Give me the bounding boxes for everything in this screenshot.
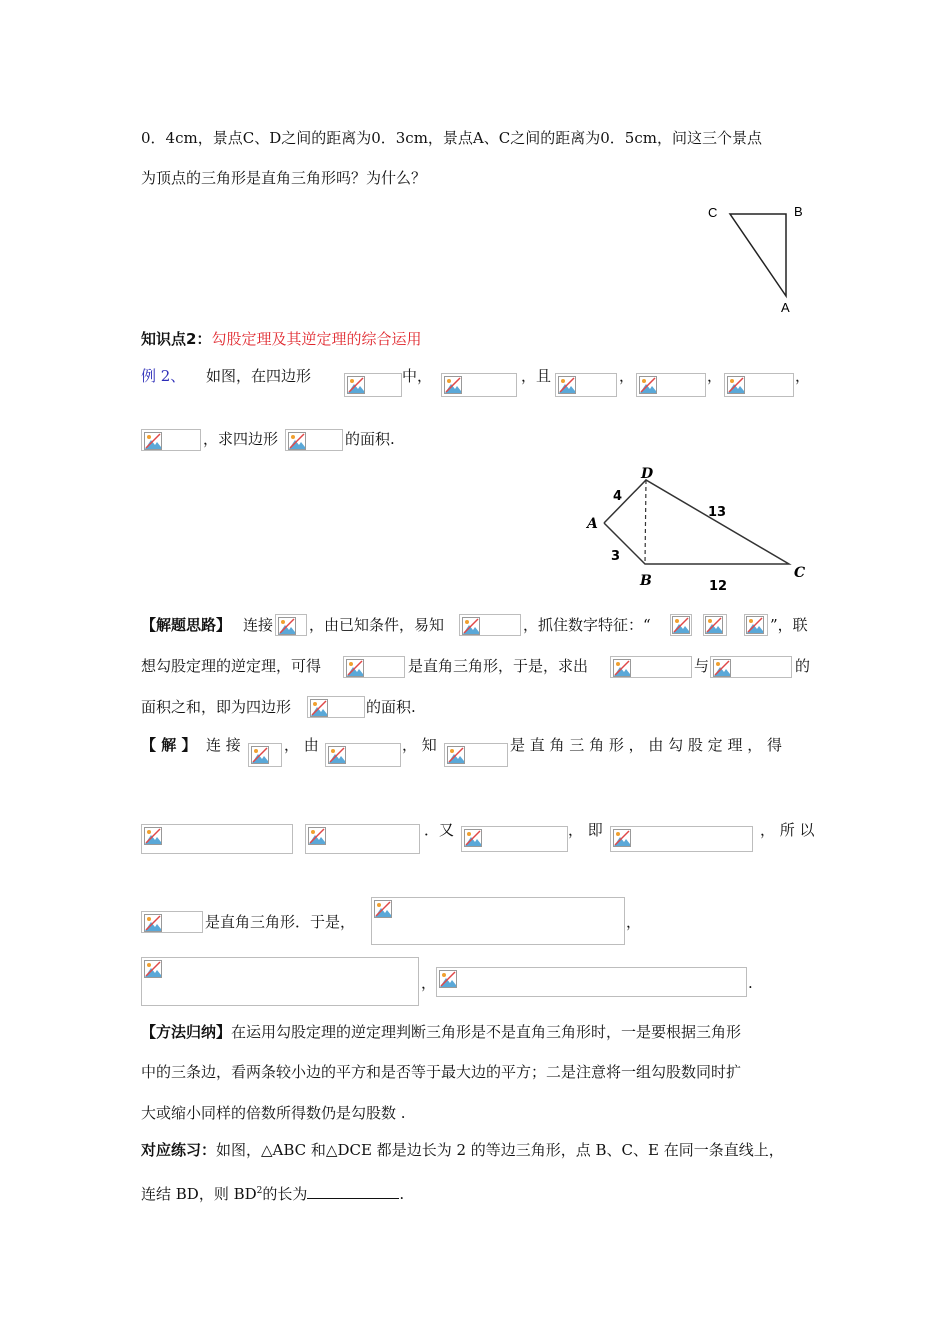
solution-text-6: ， 即 <box>568 821 603 839</box>
method-line-3: 大或缩小同样的倍数所得数仍是勾股数 . <box>141 1104 406 1122</box>
broken-image-icon <box>278 617 296 635</box>
broken-image-icon <box>639 376 657 394</box>
practice-text-1: 如图，△ABC 和△DCE 都是边长为 2 的等边三角形，点 B、C、E 在同一条直线上， <box>216 1141 784 1159</box>
formula-image <box>141 429 201 451</box>
method-line-1 <box>141 1022 741 1042</box>
broken-image-icon <box>444 376 462 394</box>
solution-text-7: ， 所 以 <box>760 821 815 839</box>
broken-image-icon <box>439 970 457 988</box>
example-text-4: ，求四边形 <box>203 430 279 448</box>
label-d: D <box>641 466 654 482</box>
problem1-line2: 为顶点的三角形是直角三角形吗？为什么？ <box>141 169 427 187</box>
formula-image <box>248 743 282 767</box>
broken-image-icon <box>288 432 306 450</box>
broken-image-icon <box>144 432 162 450</box>
formula-image <box>610 656 692 678</box>
solution-text-5: ．又 <box>424 821 455 839</box>
broken-image-icon <box>613 659 631 677</box>
practice-sup: 2 <box>256 1186 263 1196</box>
solution-label: 【 解 】 <box>141 736 197 754</box>
thinking-text-1: 连接 <box>243 616 274 634</box>
solution-text-2: ， 由 <box>284 736 319 754</box>
length-dc: 13 <box>708 505 727 520</box>
formula-image <box>636 373 706 397</box>
knowledge-title: 勾股定理及其逆定理的综合运用 <box>211 330 422 348</box>
formula-image <box>703 614 727 636</box>
broken-image-icon <box>310 699 328 717</box>
broken-image-icon <box>713 659 731 677</box>
thinking-text-4: ”，联 <box>770 616 808 634</box>
label-b: B <box>794 204 803 219</box>
solution-text-10: ， <box>421 974 437 992</box>
triangle-figure <box>700 198 810 318</box>
formula-image <box>307 696 365 718</box>
example-text-3: ，且 <box>521 367 552 385</box>
solution-text-1: 连 接 <box>206 736 241 754</box>
formula-image <box>141 824 293 854</box>
quadrilateral-figure <box>582 460 812 595</box>
practice-line-1 <box>141 1140 784 1160</box>
broken-image-icon <box>727 376 745 394</box>
label-a: A <box>781 300 790 315</box>
broken-image-icon <box>462 617 480 635</box>
example-text-1: 如图，在四边形 <box>206 367 312 385</box>
knowledge-heading <box>141 329 421 349</box>
broken-image-icon <box>144 914 162 932</box>
broken-image-icon <box>374 900 392 918</box>
example-label: 例 2、 <box>141 367 186 385</box>
solution-text-3: ， 知 <box>402 736 437 754</box>
solution-text-11: . <box>748 974 753 992</box>
answer-blank[interactable] <box>307 1184 399 1199</box>
broken-image-icon <box>613 829 631 847</box>
broken-image-icon <box>558 376 576 394</box>
formula-image <box>325 743 401 767</box>
method-line-2: 中的三条边，看两条较小边的平方和是否等于最大边的平方；二是注意将一组勾股数同时扩 <box>141 1063 742 1081</box>
example-comma-3: ， <box>795 367 811 385</box>
formula-image <box>744 614 768 636</box>
formula-image <box>670 614 692 636</box>
method-label: 【方法归纳】 <box>141 1023 232 1041</box>
label-c: C <box>794 565 806 581</box>
thinking-text-8: 的 <box>795 657 811 675</box>
formula-image <box>710 656 792 678</box>
example-text-5: 的面积. <box>345 430 395 448</box>
thinking-text-3: ，抓住数字特征：“ <box>523 616 651 634</box>
thinking-text-7: 与 <box>694 657 710 675</box>
thinking-text-10: 的面积. <box>366 698 416 716</box>
formula-image <box>610 826 753 852</box>
solution-text-8: 是直角三角形．于是， <box>205 913 356 931</box>
formula-image <box>444 743 508 767</box>
thinking-text-2: ，由已知条件，易知 <box>309 616 445 634</box>
broken-image-icon <box>308 827 326 845</box>
broken-image-icon <box>347 376 365 394</box>
formula-image <box>141 911 203 933</box>
example-comma-2: ， <box>707 367 723 385</box>
formula-image <box>459 614 521 636</box>
formula-image <box>441 373 517 397</box>
formula-image <box>305 824 420 854</box>
formula-image <box>371 897 625 945</box>
label-b: B <box>640 573 652 589</box>
formula-image <box>724 373 794 397</box>
triangle-shape <box>730 214 786 296</box>
broken-image-icon <box>144 960 162 978</box>
formula-image <box>555 373 617 397</box>
example-text-2: 中， <box>402 367 433 385</box>
practice-end: . <box>399 1185 405 1203</box>
problem1-line1: 0．4cm，景点C、D之间的距离为0．3cm，景点A、C之间的距离为0．5cm，问这三个景点 <box>141 129 762 147</box>
length-ab: 3 <box>611 549 621 564</box>
broken-image-icon <box>464 829 482 847</box>
label-a: A <box>587 516 598 532</box>
label-c: C <box>708 205 718 220</box>
practice-label: 对应练习： <box>141 1141 217 1159</box>
practice-text-2b: 的长为 <box>262 1185 308 1203</box>
method-text-1: 在运用勾股定理的逆定理判断三角形是不是直角三角形时，一是要根据三角形 <box>231 1023 742 1041</box>
broken-image-icon <box>746 616 764 634</box>
knowledge-label: 知识点2： <box>141 330 212 348</box>
broken-image-icon <box>346 659 364 677</box>
practice-line-2 <box>141 1181 404 1204</box>
thinking-text-6: 是直角三角形，于是，求出 <box>408 657 589 675</box>
example-comma-1: ， <box>619 367 635 385</box>
broken-image-icon <box>251 746 269 764</box>
formula-image <box>285 429 343 451</box>
diagonal-bd <box>645 480 646 564</box>
formula-image <box>436 967 747 997</box>
formula-image <box>275 614 307 636</box>
thinking-text-5: 想勾股定理的逆定理，可得 <box>141 657 322 675</box>
broken-image-icon <box>705 616 723 634</box>
broken-image-icon <box>328 746 346 764</box>
length-bc: 12 <box>709 579 728 594</box>
broken-image-icon <box>672 616 690 634</box>
formula-image <box>343 656 405 678</box>
broken-image-icon <box>144 827 162 845</box>
formula-image <box>461 826 568 852</box>
broken-image-icon <box>447 746 465 764</box>
solution-text-9: ， <box>626 913 642 931</box>
formula-image <box>141 957 419 1006</box>
quadrilateral-shape <box>604 480 789 564</box>
thinking-label: 【解题思路】 <box>141 616 232 634</box>
length-ad: 4 <box>613 489 623 504</box>
formula-image <box>344 373 402 397</box>
solution-text-4: 是 直 角 三 角 形 ， 由 勾 股 定 理 ， 得 <box>510 736 782 754</box>
practice-text-2a: 连结 BD，则 BD <box>141 1185 257 1203</box>
thinking-text-9: 面积之和，即为四边形 <box>141 698 292 716</box>
